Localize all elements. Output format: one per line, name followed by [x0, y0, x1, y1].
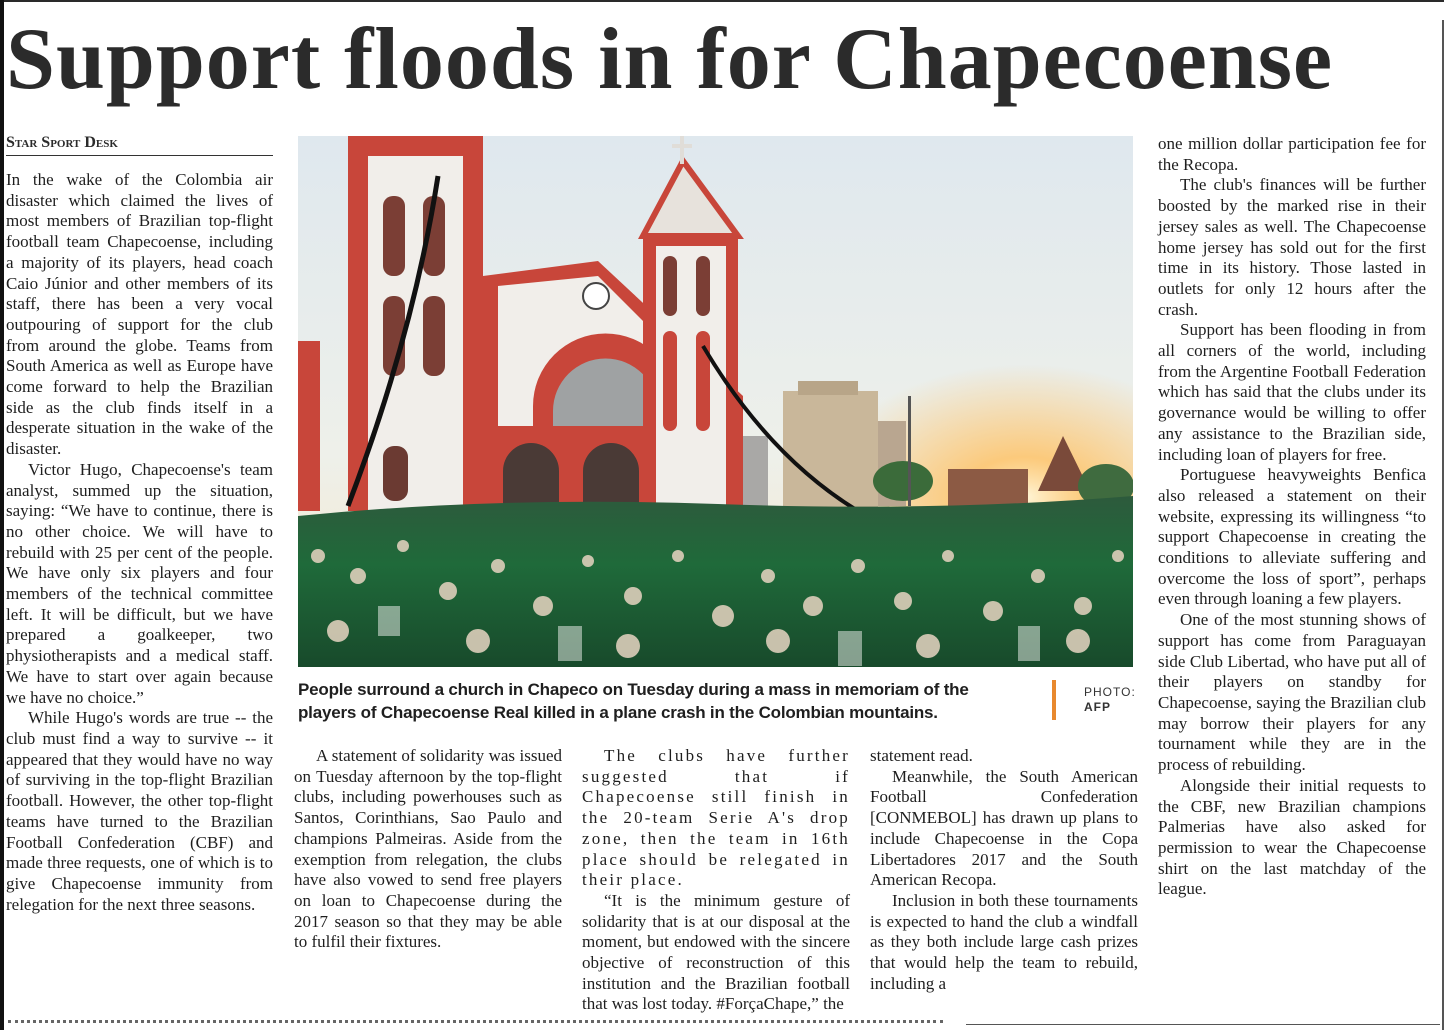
- paragraph: Portuguese heavyweights Benfica also released a statement on their website, expressing its willingness “to support Chapecoense in creating the conditions to alleviate suffering and overcome the loss of sport”, perhaps even through loaning a few players.: [1158, 465, 1426, 609]
- article-column-3: [582, 746, 850, 1015]
- paragraph: The clubs have further suggested that if Chapecoense still finish in the 20-team Serie A's drop zone, then the team in 16th place should be relegated in their place.: [582, 746, 850, 890]
- paragraph: In the wake of the Colombia air disaster which claimed the lives of most members of Brazilian top-flight football team Chapecoense, including a majority of its players, head coach Caio Júnior and other members of its staff, there has been a very vocal outpouring of support for the club from around the globe. Teams from South America as well as Europe have come forward to help the Brazilian side as the club finds itself in a desperate situation in the wake of the disaster.: [6, 170, 273, 459]
- photo-credit: [1084, 685, 1136, 715]
- paragraph: Support has been flooding in from all corners of the world, including from the Argentine Football Federation which has said that the clubs under its governance would be willing to offer any assistance to the Brazilian side, including loan of players for free.: [1158, 320, 1426, 464]
- paragraph: statement read.: [870, 746, 973, 765]
- byline: Star Sport Desk: [6, 134, 273, 156]
- church-crowd-photo: [298, 136, 1133, 667]
- article-column-4: [870, 746, 1138, 994]
- paragraph: One of the most stunning shows of support has come from Paraguayan side Club Libertad, who have put all of their players on standby for Chapecoense, saying the Brazilian club may borrow their players for any tournament while they are in the process of rebuilding.: [1158, 610, 1426, 775]
- credit-accent-bar: [1052, 680, 1056, 720]
- article-column-1: [6, 170, 273, 915]
- credit-label: PHOTO:: [1084, 685, 1136, 699]
- paragraph: Alongside their initial requests to the CBF, new Brazilian champions Palmerias have also asked for permission to wear the Chapecoense shirt on the last matchday of the league.: [1158, 775, 1426, 899]
- article-column-2: [294, 746, 562, 953]
- photo-caption: [298, 678, 1018, 724]
- paragraph: The club's finances will be further boosted by the marked rise in their jersey sales as well. The Chapecoense home jersey has sold out for the first time in its history. Those lasted in outlets for only 12 hours after the crash.: [1158, 175, 1426, 319]
- article-column-5: [1158, 134, 1426, 900]
- credit-source: AFP: [1084, 700, 1111, 714]
- paragraph: Victor Hugo, Chapecoense's team analyst, summed up the situation, saying: “We have to continue, there is no other choice. We will have to rebuild with 25 per cent of the people. We have only six players and four members of the technical committee left. It will be difficult, but we have prepared a goalkeeper, two physiotherapists and a medical staff. We have to start over again because we have no choice.”: [6, 459, 273, 707]
- paragraph: A statement of solidarity was issued on Tuesday afternoon by the top-flight clubs, including powerhouses such as Santos, Corinthians, Sao Paulo and champions Palmeiras. Aside from the exemption from relegation, the clubs have also vowed to send free players on loan to Chapecoense during the 2017 season so that they may be able to fulfil their fixtures.: [294, 746, 562, 952]
- top-rule: [4, 0, 1444, 2]
- paragraph: one million dollar participation fee for the Recopa.: [1158, 134, 1426, 174]
- crowd: [298, 496, 1133, 667]
- bottom-rule: [966, 1024, 1440, 1025]
- photo-illustration: [298, 136, 1133, 667]
- paragraph: Inclusion in both these tournaments is expected to hand the club a windfall as they both include large cash prizes that would help the team to rebuild, including a: [870, 890, 1138, 993]
- paragraph: While Hugo's words are true -- the club must find a way to survive -- it appeared that they would have no way of surviving in the top-flight Brazilian football. However, the other top-flight teams have turned to the Brazilian Football Confederation (CBF) and made three requests, one of which is to give Chapecoense immunity from relegation for the next three seasons.: [6, 708, 273, 914]
- paragraph: “It is the minimum gesture of solidarity that is at our disposal at the moment, but endowed with the sincere objective of reconstruction of this institution and the Brazilian football that was lost today. #ForçaChape,” the: [582, 890, 850, 1014]
- paragraph: Meanwhile, the South American Football Confederation [CONMEBOL] has drawn up plans to include Chapecoense in the Copa Libertadores 2017 and the South American Recopa.: [870, 766, 1138, 890]
- page-left-edge: [0, 0, 4, 1030]
- caption-line: People surround a church in Chapeco on Tuesday during a mass in memoriam of the: [298, 680, 969, 699]
- caption-line: players of Chapecoense Real killed in a plane crash in the Colombian mountains.: [298, 703, 938, 722]
- headline: Support floods in for Chapecoense: [6, 11, 1334, 108]
- dotted-rule: [8, 1020, 943, 1023]
